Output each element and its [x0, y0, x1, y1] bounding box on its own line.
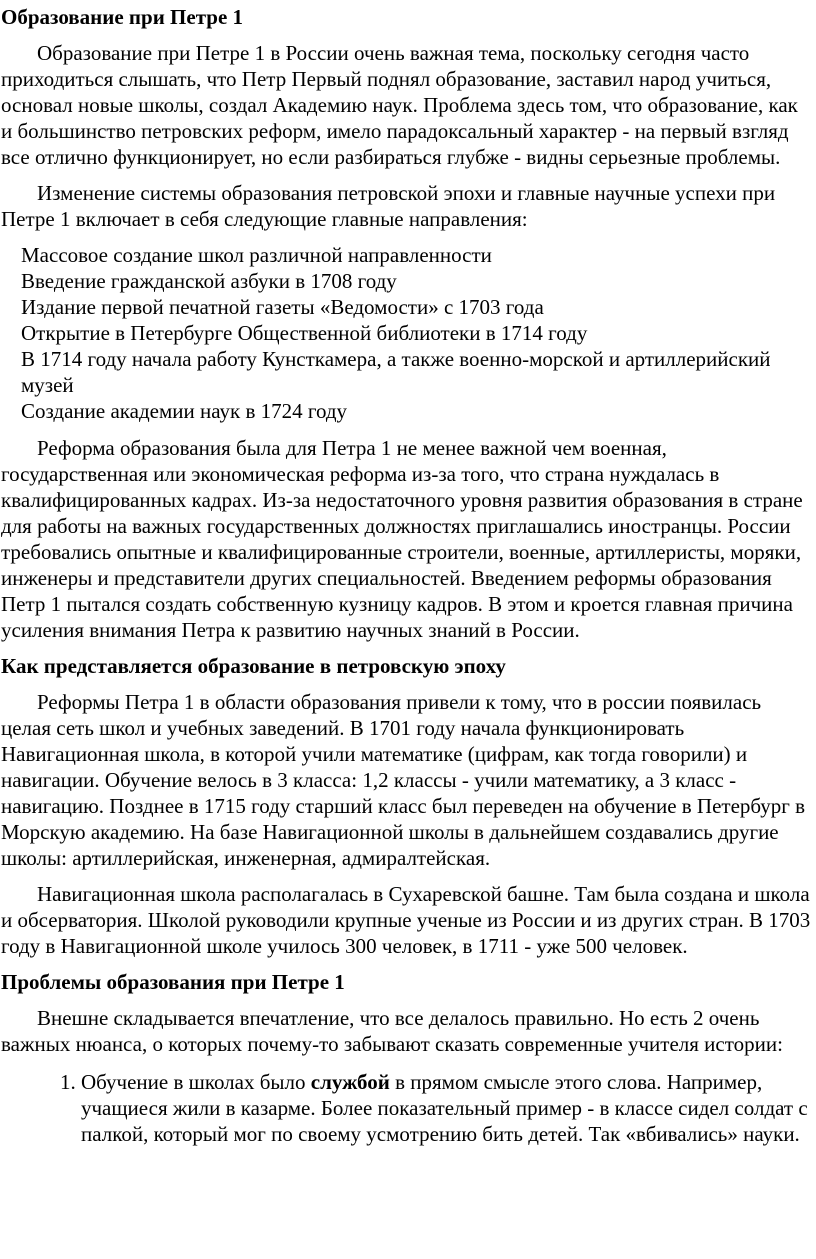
item-text-end: в прямом смысле этого слова. Например, учащиеся жили в казарме. Более показательный пример - в классе сидел солдат с палкой, который мог по своему усмотрению бить детей. Так «вбивались» науки.	[81, 1070, 808, 1146]
reform-paragraph: Реформа образования была для Петра 1 не менее важной чем военная, государственная или экономическая реформа из-за того, что страна нуждалась в квалифицированных кадрах. Из-за недостаточного уровня развития образования в стране для работы на важных государственных должностях приглашались иностранцы. России требовались опытные и квалифицированные строители, военные, артиллеристы, моряки, инженеры и представители других специальностей. Введением реформы образования Петр 1 пытался создать собственную кузницу кадров. В этом и кроется главная причина усиления внимания Петра к развитию научных знаний в России.	[1, 436, 803, 642]
directions-list	[1, 242, 814, 424]
item-bold-word: службой	[310, 1070, 390, 1094]
list-item	[81, 1069, 814, 1147]
list-item: Открытие в Петербурге Общественной библиотеки в 1714 году	[21, 321, 588, 345]
item-text-start: Обучение в школах было	[81, 1070, 311, 1094]
section-heading-education-era: Как представляется образование в петровскую эпоху	[1, 654, 506, 678]
list-item: В 1714 году начала работу Кунсткамера, а также военно-морской и артиллерийский музей	[21, 347, 771, 397]
document-title: Образование при Петре 1	[1, 5, 244, 29]
list-item: Издание первой печатной газеты «Ведомости» с 1703 года	[21, 295, 544, 319]
section2-paragraph-2: Навигационная школа располагалась в Сухаревской башне. Там была создана и школа и обсерватория. Школой руководили крупные ученые из России и из других стран. В 1703 году в Навигационной школе училось 300 человек, в 1711 - уже 500 человек.	[1, 882, 811, 958]
section3-paragraph: Внешне складывается впечатление, что все делалось правильно. Но есть 2 очень важных нюанса, о которых почему-то забывают сказать современные учителя истории:	[1, 1006, 783, 1056]
problems-list	[1, 1069, 814, 1147]
section2-paragraph-1: Реформы Петра 1 в области образования привели к тому, что в россии появилась целая сеть школ и учебных заведений. В 1701 году начала функционировать Навигационная школа, в которой учили математике (цифрам, как тогда говорили) и навигации. Обучение велось в 3 класса: 1,2 классы - учили математику, а 3 класс - навигацию. Позднее в 1715 году старший класс был переведен на обучение в Петербург в Морскую академию. На базе Навигационной школы в дальнейшем создавались другие школы: артиллерийская, инженерная, адмиралтейская.	[1, 690, 806, 870]
intro-paragraph-1: Образование при Петре 1 в России очень важная тема, поскольку сегодня часто приходиться слышать, что Петр Первый поднял образование, заставил народ учиться, основал новые школы, создал Академию наук. Проблема здесь том, что образование, как и большинство петровских реформ, имело парадоксальный характер - на первый взгляд все отлично функционирует, но если разбираться глубже - видны серьезные проблемы.	[1, 41, 798, 169]
list-item: Массовое создание школ различной направленности	[21, 243, 492, 267]
section-heading-problems: Проблемы образования при Петре 1	[1, 970, 345, 994]
intro-paragraph-2: Изменение системы образования петровской эпохи и главные научные успехи при Петре 1 включает в себя следующие главные направления:	[1, 181, 776, 231]
list-item: Введение гражданской азбуки в 1708 году	[21, 269, 397, 293]
list-item: Создание академии наук в 1724 году	[21, 399, 348, 423]
